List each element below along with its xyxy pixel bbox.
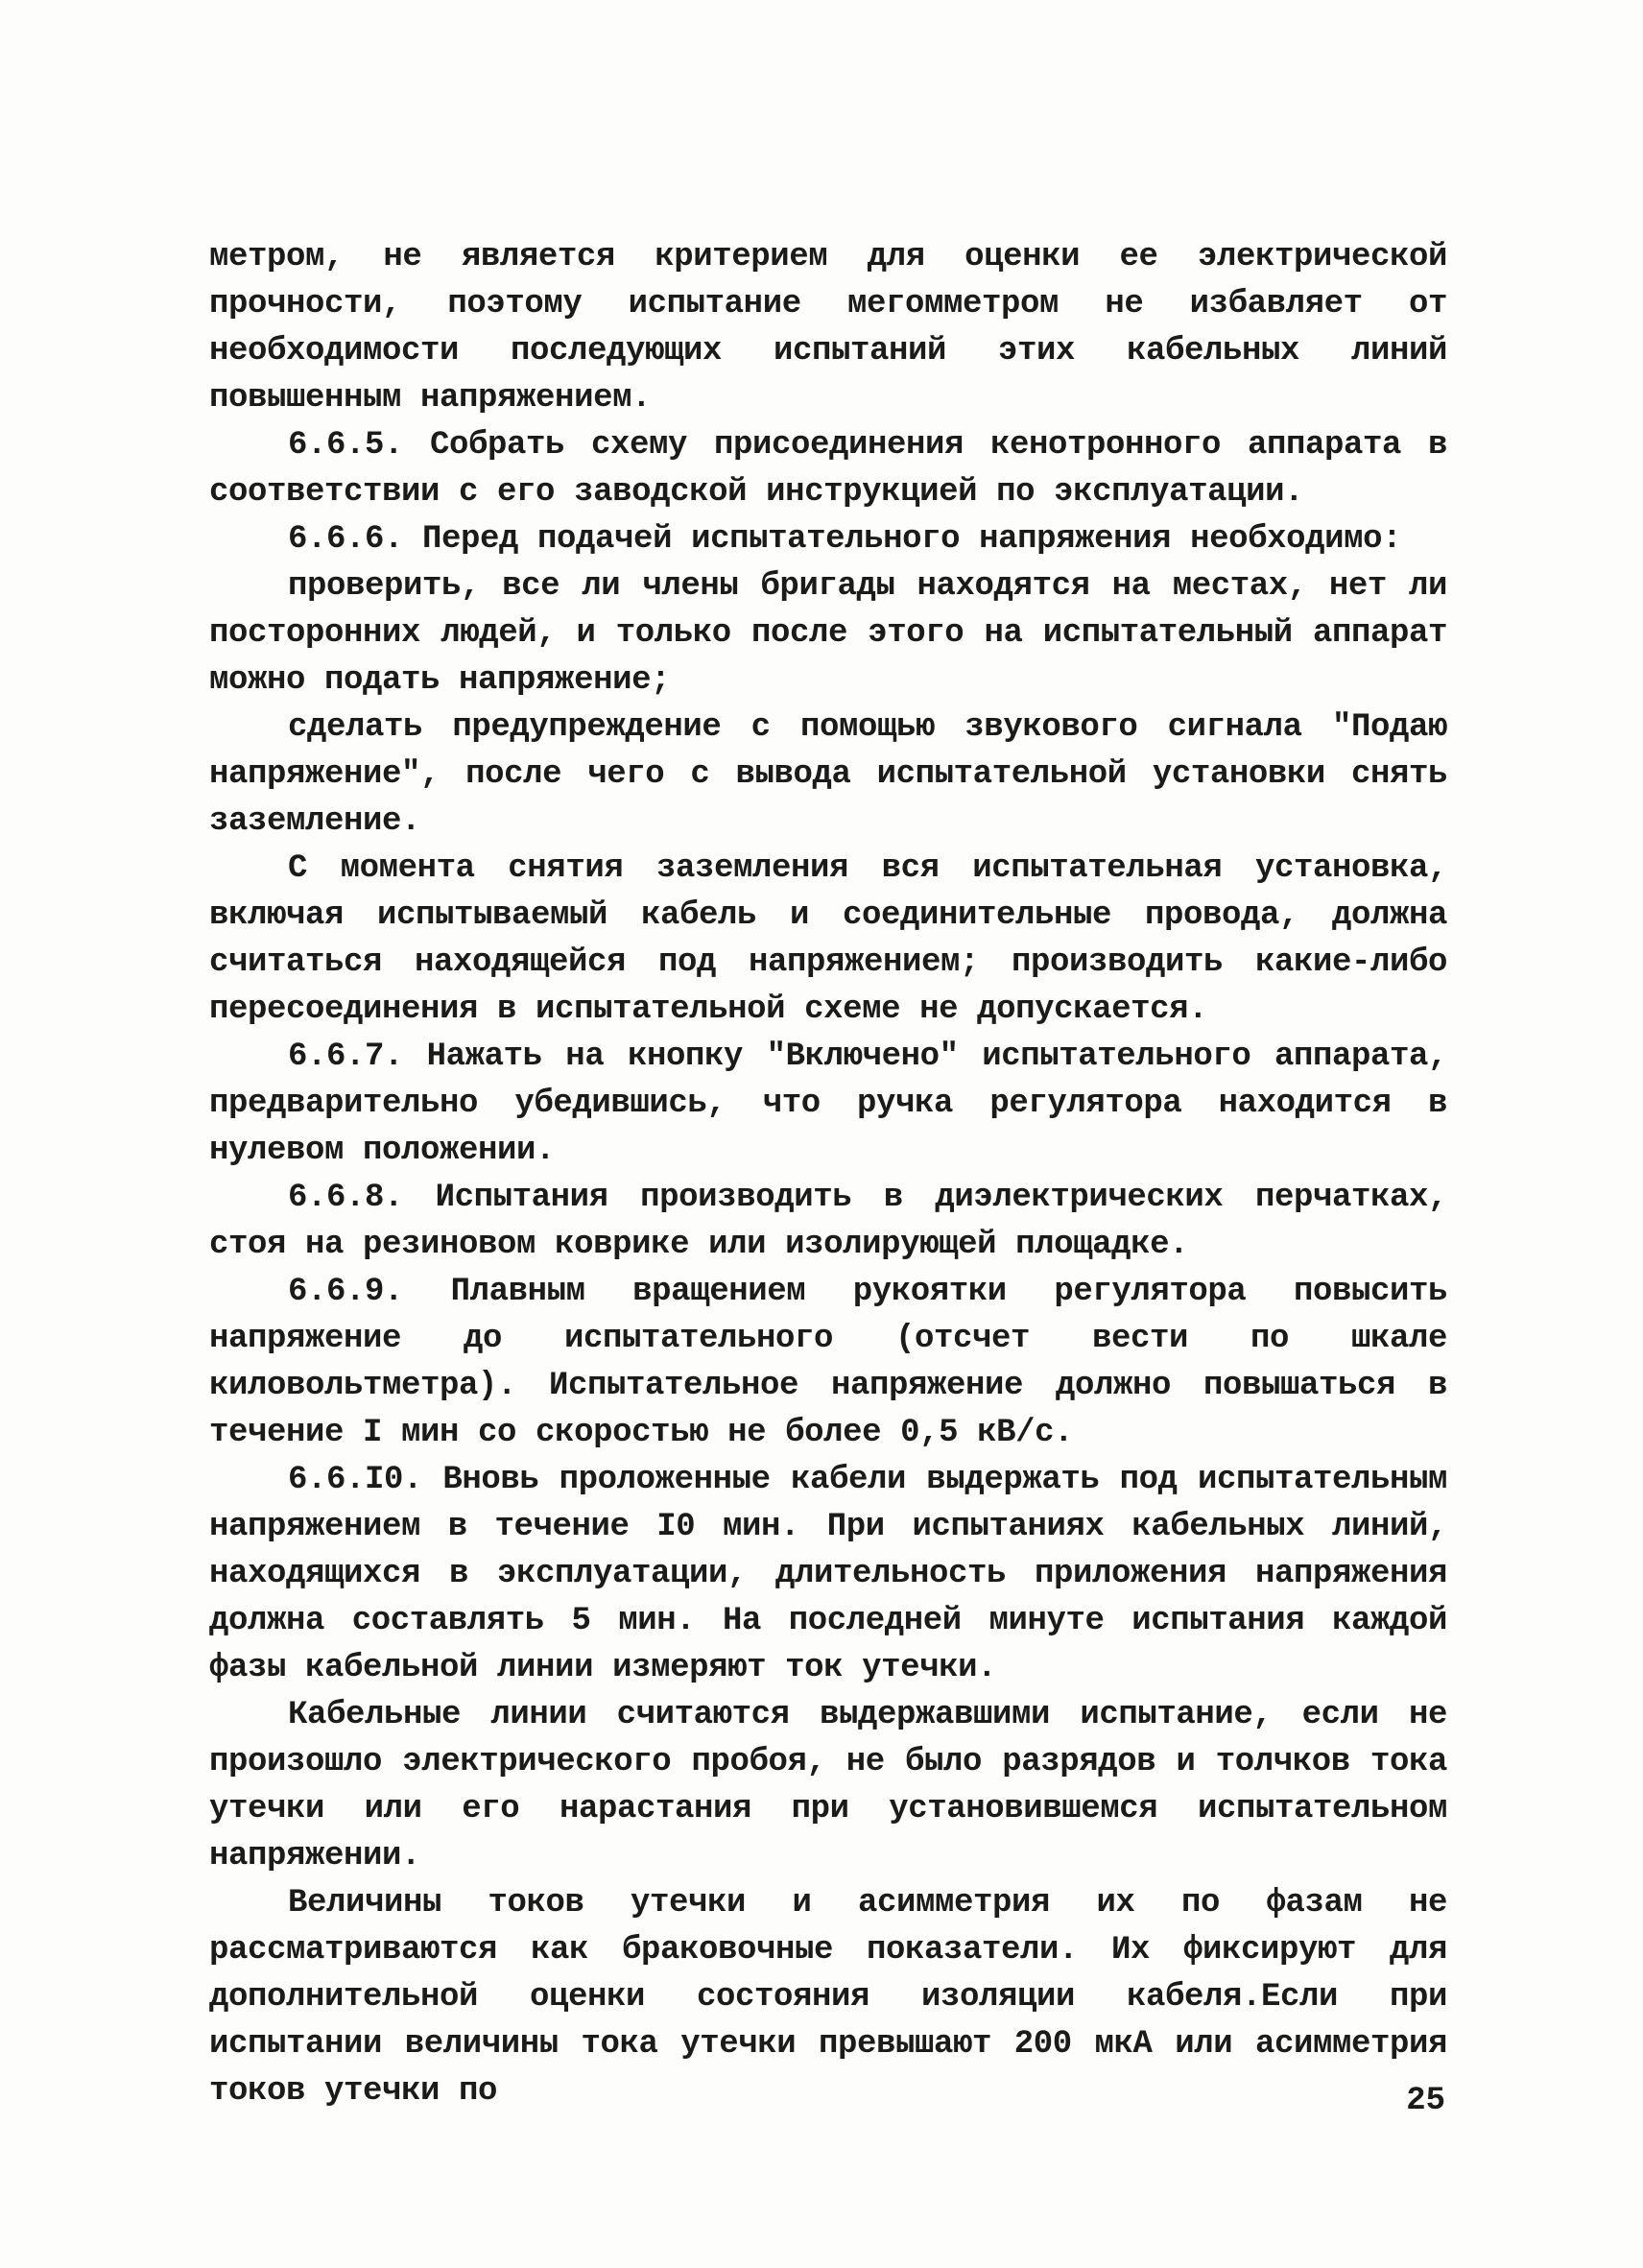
paragraph-continuation: метром, не является критерием для оценки ее электрической прочности, поэтому испытание мегомметром не избавляет от необходимости последующих испытаний этих кабельных линий повышенным напряжением. xyxy=(209,239,1447,417)
paragraph-6-6-8: 6.6.8. Испытания производить в диэлектрических перчатках, стоя на резиновом коврике или изолирующей площадке. xyxy=(209,1180,1447,1263)
paragraph-warning-signal: сделать предупреждение с помощью звукового сигнала "Подаю напряжение", после чего с вывода испытательной установки снять заземление. xyxy=(209,709,1447,840)
paragraph-test-passed: Кабельные линии считаются выдержавшими испытание, если не произошло электрического пробоя, не было разрядов и толчков тока утечки или его нарастания при установившемся испытательном напряжении. xyxy=(209,1697,1447,1874)
paragraph-6-6-9: 6.6.9. Плавным вращением рукоятки регулятора повысить напряжение до испытательного (отсчет вести по шкале киловольтметра). Испытательное напряжение должно повышаться в течение I мин со скоростью не более 0,5 кВ/с. xyxy=(209,1274,1447,1451)
paragraph-grounding-removed: С момента снятия заземления вся испытательная установка, включая испытываемый кабель и соединительные провода, должна считаться находящейся под напряжением; производить какие-либо пересоединения в испытательной схеме не допускается. xyxy=(209,850,1447,1028)
paragraph-6-6-7: 6.6.7. Нажать на кнопку "Включено" испытательного аппарата, предварительно убедившись, что ручка регулятора находится в нулевом положении. xyxy=(209,1039,1447,1169)
paragraph-check-team: проверить, все ли члены бригады находятся на местах, нет ли посторонних людей, и только после этого на испытательный аппарат можно подать напряжение; xyxy=(209,568,1447,699)
paragraph-leakage-currents: Величины токов утечки и асимметрия их по фазам не рассматриваются как браковочные показатели. Их фиксируют для дополнительной оценки состояния изоляции кабеля.Если при испытании величины тока утечки превышают 200 мкА или асимметрия токов утечки по xyxy=(209,1885,1447,2110)
paragraph-6-6-6: 6.6.6. Перед подачей испытательного напряжения необходимо: xyxy=(288,521,1402,558)
body-text xyxy=(209,234,1447,2115)
paragraph-6-6-10: 6.6.I0. Вновь проложенные кабели выдержать под испытательным напряжением в течение I0 мин. При испытаниях кабельных линий, находящихся в эксплуатации, длительность приложения напряжения должна составлять 5 мин. На последней минуте испытания каждой фазы кабельной линии измеряют ток утечки. xyxy=(209,1462,1447,1686)
paragraph-6-6-5: 6.6.5. Собрать схему присоединения кенотронного аппарата в соответствии с его заводской инструкцией по эксплуатации. xyxy=(209,427,1447,511)
page-number: 25 xyxy=(1406,2083,1445,2119)
